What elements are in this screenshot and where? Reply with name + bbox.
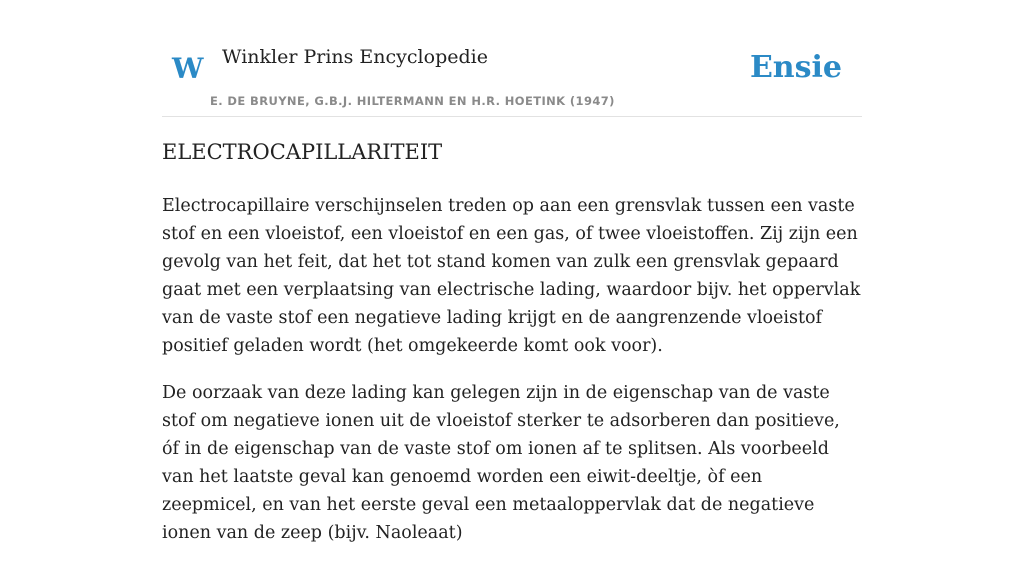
- article-paragraph: De oorzaak van deze lading kan gelegen zijn in de eigenschap van de vaste stof om negatieve ionen uit de vloeistof sterker te adsorberen dan positieve, óf in de eigenschap van de vaste stof om ionen af te splitsen. Als voorbeeld van het laatste geval kan genoemd worden een eiwit-deeltje, òf een zeepmicel, en van het eerste geval een metaaloppervlak dat de negatieve ionen van de zeep (bijv. Naoleaat): [162, 383, 840, 543]
- publication-logo-icon: W: [172, 52, 204, 85]
- publication-header: [162, 40, 862, 117]
- article-body: [162, 192, 862, 566]
- article-title: ELECTROCAPILLARITEIT: [162, 140, 443, 164]
- ensie-brand-logo[interactable]: Ensie: [749, 50, 842, 85]
- publication-title[interactable]: Winkler Prins Encyclopedie: [222, 46, 488, 68]
- article-paragraph: Electrocapillaire verschijnselen treden op aan een grensvlak tussen een vaste stof en een vloeistof, een vloeistof en een gas, of twee vloeistoffen. Zij zijn een gevolg van het feit, dat het tot stand komen van zulk een grensvlak gepaard gaat met een verplaatsing van electrische lading, waardoor bijv. het oppervlak van de vaste stof een negatieve lading krijgt en de aangrenzende vloeistof positief geladen wordt (het omgekeerde komt ook voor).: [162, 196, 861, 356]
- publication-authors: E. DE BRUYNE, G.B.J. HILTERMANN EN H.R. HOETINK (1947): [210, 94, 615, 108]
